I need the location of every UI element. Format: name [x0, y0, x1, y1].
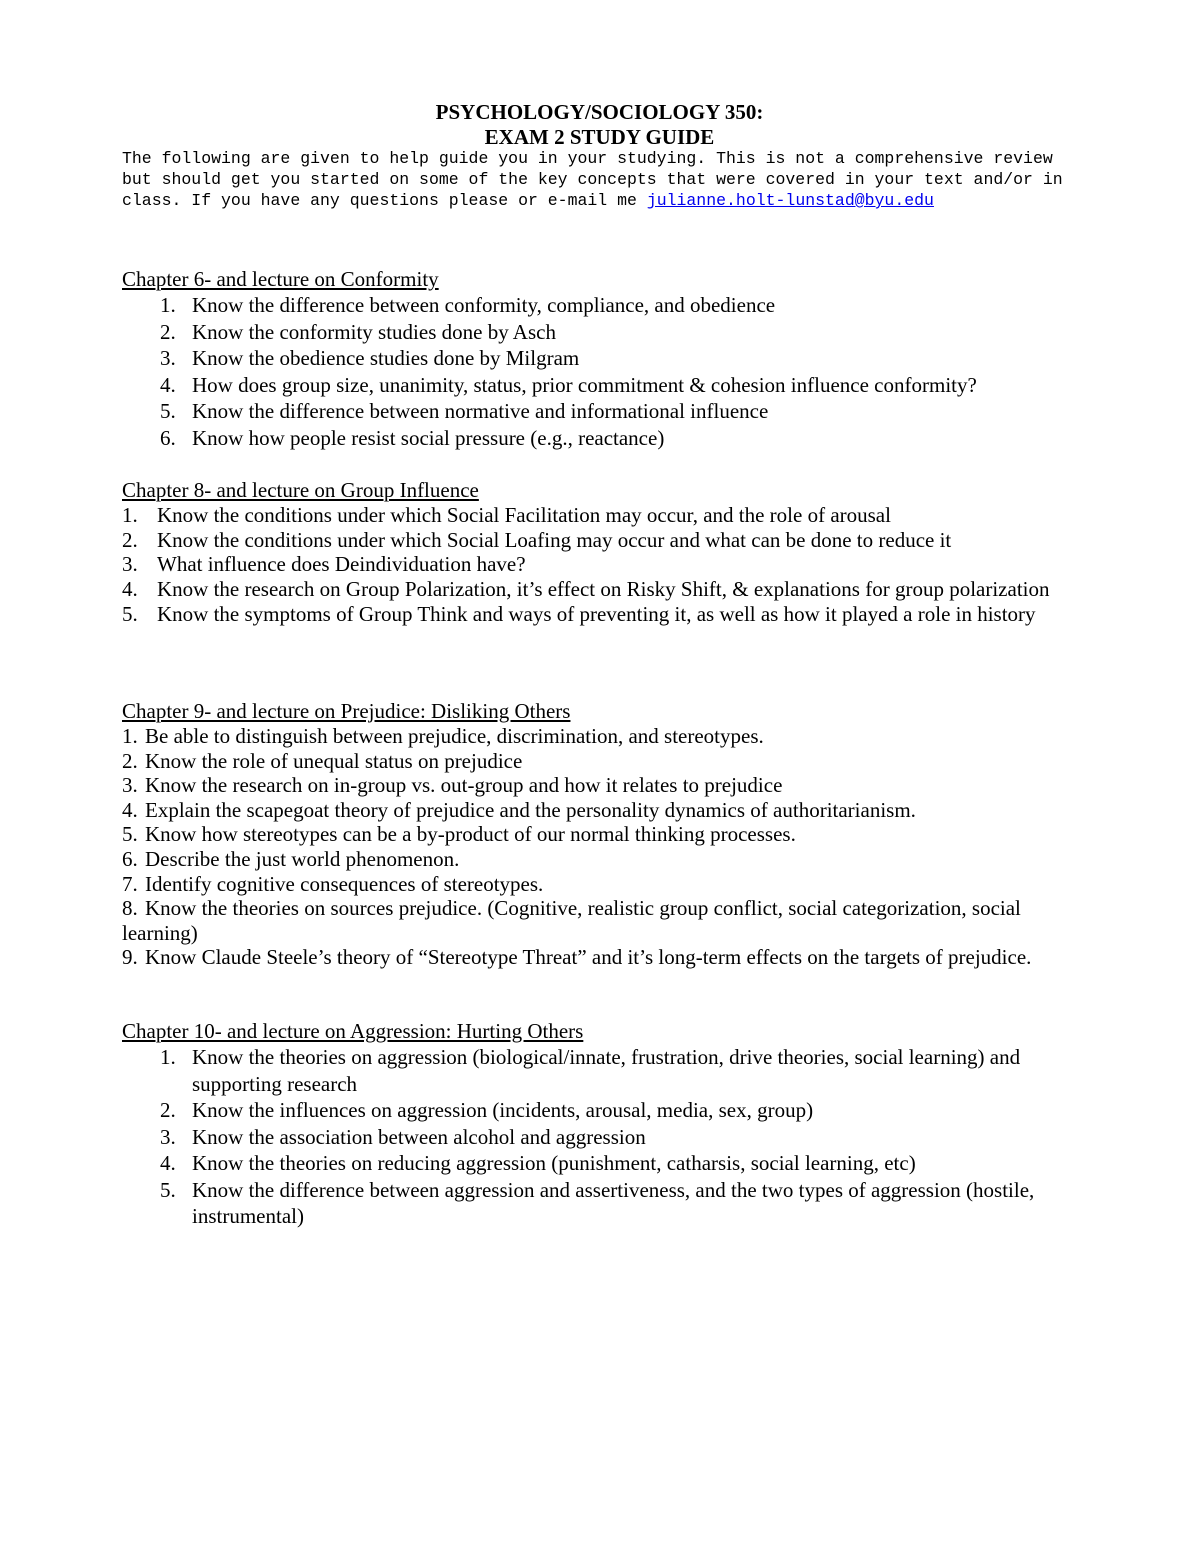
list-item: [122, 398, 1082, 425]
list-item: [122, 319, 1082, 346]
list-item-number: 5.: [122, 601, 138, 626]
list-item: [122, 292, 1082, 319]
chapter-10-list: [122, 1044, 1082, 1230]
list-item-text: Know the association between alcohol and aggression: [192, 1124, 646, 1149]
list-item-text: Be able to distinguish between prejudice, discrimination, and stereotypes.: [145, 724, 764, 748]
intro-paragraph: [122, 148, 1077, 211]
chapter-9-section: [122, 698, 1082, 970]
list-item-text: Know the conditions under which Social Loafing may occur and what can be done to reduce it: [157, 527, 952, 552]
chapter-9-list: [122, 724, 1082, 970]
list-item-text: Know the theories on aggression (biological/innate, frustration, drive theories, social learning) and supporting research: [192, 1045, 1021, 1096]
list-item-number: 2.: [122, 748, 138, 773]
list-item-number: 1.: [122, 724, 138, 748]
list-item-text: Know the conformity studies done by Asch: [192, 319, 556, 344]
list-item: [122, 1150, 1082, 1177]
list-item-text: Know the theories on reducing aggression (punishment, catharsis, social learning, etc): [192, 1151, 916, 1175]
list-item-number: 7.: [122, 871, 138, 896]
list-item-number: 4.: [160, 1151, 176, 1175]
list-item-text: Know the role of unequal status on prejudice: [145, 748, 523, 773]
list-item: [122, 1124, 1082, 1151]
list-item-text: What influence does Deindividuation have?: [157, 552, 526, 577]
list-item-text: Know the obedience studies done by Milgram: [192, 346, 580, 370]
list-item: [122, 847, 1082, 872]
list-item-number: 2.: [122, 527, 138, 552]
list-item-text: Know the research on in-group vs. out-group and how it relates to prejudice: [145, 773, 783, 798]
list-item: [122, 503, 1082, 528]
list-item: [122, 372, 1082, 399]
list-item-number: 3.: [122, 552, 138, 577]
list-item-text: Know the difference between normative and informational influence: [192, 399, 769, 423]
list-item: [122, 1097, 1082, 1124]
list-item-text: How does group size, unanimity, status, prior commitment & cohesion influence conformity?: [192, 372, 977, 397]
list-item-text: Identify cognitive consequences of stereotypes.: [145, 871, 544, 896]
list-item-number: 8.: [122, 896, 138, 921]
list-item-text: Know the theories on sources prejudice. (Cognitive, realistic group conflict, social categorization, social learning): [122, 896, 1021, 945]
list-item: [122, 552, 1082, 577]
list-item-number: 2.: [160, 319, 176, 344]
chapter-8-heading: Chapter 8- and lecture on Group Influence: [122, 478, 479, 502]
chapter-6-heading: Chapter 6- and lecture on Conformity: [122, 267, 439, 291]
chapter-10-section: [122, 1018, 1082, 1230]
list-item-number: 5.: [122, 822, 138, 847]
list-item-number: 4.: [160, 372, 176, 397]
list-item-text: Know the difference between conformity, compliance, and obedience: [192, 293, 776, 317]
list-item-text: Know the influences on aggression (incidents, arousal, media, sex, group): [192, 1098, 814, 1122]
list-item-number: 6.: [160, 425, 176, 450]
list-item: [122, 577, 1082, 602]
list-item: [122, 872, 1082, 897]
document-header: [122, 100, 1077, 211]
list-item-number: 4.: [122, 577, 138, 602]
list-item: [122, 1177, 1082, 1230]
list-item: [122, 1044, 1082, 1097]
list-item: [122, 945, 1082, 970]
chapter-8-section: [122, 477, 1082, 627]
list-item: [122, 749, 1082, 774]
list-item: [122, 602, 1082, 627]
list-item: [122, 798, 1082, 823]
document-title-line-2: EXAM 2 STUDY GUIDE: [484, 125, 715, 149]
chapter-8-list: [122, 503, 1082, 627]
intro-text: The following are given to help guide you in your studying. This is not a comprehensive review but should get you started on some of the key concepts that were covered in your text and/or in class. If you have any questions please or e-mail me: [122, 149, 1063, 210]
list-item-number: 1.: [160, 293, 176, 317]
list-item: [122, 345, 1082, 372]
list-item: [122, 896, 1082, 945]
list-item-text: Know the symptoms of Group Think and ways of preventing it, as well as how it played a role in history: [157, 601, 1036, 626]
document-title-line-1: PSYCHOLOGY/SOCIOLOGY 350:: [435, 100, 764, 124]
list-item: [122, 425, 1082, 452]
list-item-number: 6.: [122, 846, 138, 871]
chapter-6-list: [122, 292, 1082, 451]
list-item-number: 1.: [160, 1045, 176, 1069]
list-item-number: 5.: [160, 399, 176, 423]
list-item-text: Explain the scapegoat theory of prejudice and the personality dynamics of authoritarianism.: [145, 797, 916, 822]
list-item-number: 5.: [160, 1177, 176, 1202]
list-item-number: 3.: [160, 346, 176, 370]
list-item-text: Know Claude Steele’s theory of “Stereotype Threat” and it’s long-term effects on the targets of prejudice.: [145, 945, 1032, 970]
list-item-number: 4.: [122, 797, 138, 822]
list-item-text: Know how stereotypes can be a by-product of our normal thinking processes.: [145, 822, 796, 847]
chapter-6-section: [122, 266, 1082, 451]
list-item-number: 9.: [122, 945, 138, 970]
list-item-text: Know how people resist social pressure (e.g., reactance): [192, 425, 665, 450]
list-item-number: 3.: [160, 1124, 176, 1149]
list-item-number: 3.: [122, 773, 138, 798]
chapter-9-heading: Chapter 9- and lecture on Prejudice: Disliking Others: [122, 699, 571, 723]
chapter-10-heading: Chapter 10- and lecture on Aggression: Hurting Others: [122, 1019, 584, 1043]
list-item-text: Describe the just world phenomenon.: [145, 846, 460, 871]
list-item: [122, 528, 1082, 553]
list-item-number: 1.: [122, 503, 138, 527]
list-item-number: 2.: [160, 1098, 176, 1122]
list-item-text: Know the research on Group Polarization, it’s effect on Risky Shift, & explanations for group polarization: [157, 577, 1050, 602]
list-item-text: Know the conditions under which Social Facilitation may occur, and the role of arousal: [157, 503, 891, 527]
list-item: [122, 773, 1082, 798]
list-item-text: Know the difference between aggression and assertiveness, and the two types of aggression (hostile, instrumental): [192, 1177, 1035, 1228]
list-item: [122, 724, 1082, 749]
list-item: [122, 822, 1082, 847]
email-link[interactable]: julianne.holt-lunstad@byu.edu: [646, 191, 934, 210]
